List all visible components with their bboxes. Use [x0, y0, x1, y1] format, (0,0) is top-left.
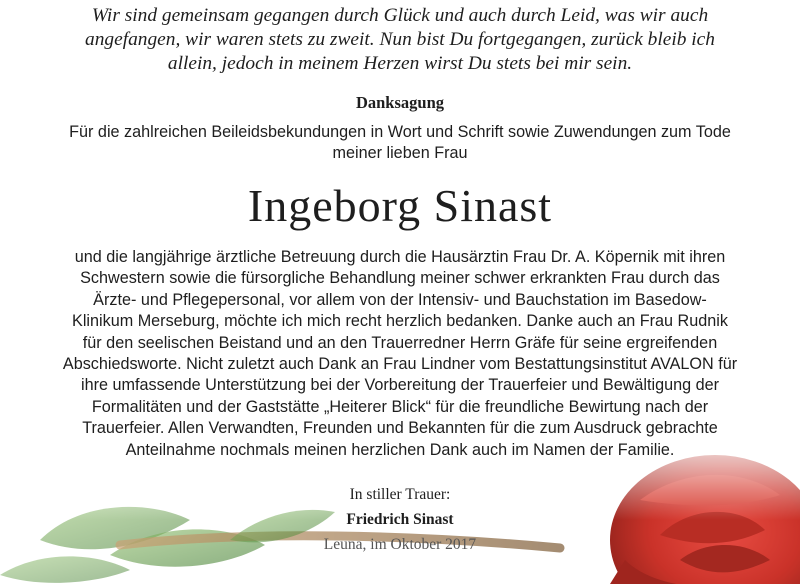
- heading-danksagung: Danksagung: [355, 93, 445, 112]
- body-line: Ärzte- und Pflegepersonal, vor allem von der Intensiv- und Bauchstation im Basedow-: [93, 290, 707, 309]
- intro-line: meiner lieben Frau: [332, 144, 468, 162]
- closing-line: In stiller Trauer:: [349, 486, 451, 503]
- body-line: für den seelischen Beistand und an den Trauerredner Herrn Gräfe für seine ergreifenden: [82, 333, 718, 352]
- deceased-name: Ingeborg Sinast: [247, 180, 553, 231]
- place-date: Leuna, im Oktober 2017: [323, 536, 477, 553]
- body-line: Anteilnahme nochmals meinen herzlichen Dank auch im Namen der Familie.: [125, 440, 675, 459]
- poem-verse: [30, 4, 770, 76]
- intro-line: Für die zahlreichen Beileidsbekundungen in Wort und Schrift sowie Zuwendungen zum Tode: [69, 123, 731, 141]
- thanks-body: [10, 247, 790, 461]
- body-line: Trauerfeier. Allen Verwandten, Freunden und Bekannten für die zum Ausdruck gebrachte: [82, 419, 718, 438]
- body-line: und die langjährige ärztliche Betreuung durch die Hausärztin Frau Dr. A. Köpernik mit ihren: [74, 248, 726, 266]
- body-line: Formalitäten und der Gaststätte „Heiterer Blick“ für die freundliche Bewirtung nach der: [91, 397, 709, 416]
- poem-line: angefangen, wir waren stets zu zweit. Nun bist Du fortgegangen, zurück bleib ich: [85, 29, 715, 50]
- intro-text: [20, 122, 780, 164]
- body-line: Klinikum Merseburg, möchte ich mich recht herzlich bedanken. Danke auch an Frau Rudnik: [72, 312, 728, 331]
- poem-line: allein, jedoch in meinem Herzen wirst Du stets bei mir sein.: [167, 53, 633, 74]
- body-line: Schwestern sowie die fürsorgliche Behandlung meiner schwer erkrankten Frau durch das: [80, 269, 720, 288]
- signer-name: Friedrich Sinast: [346, 511, 454, 528]
- body-line: Abschiedsworte. Nicht zuletzt auch Dank an Frau Lindner vom Bestattungsinstitut AVALON für: [62, 355, 738, 374]
- body-line: ihre umfassende Unterstützung bei der Vorbereitung der Trauerfeier und Bewältigung der: [81, 376, 719, 395]
- poem-line: Wir sind gemeinsam gegangen durch Glück und auch durch Leid, was wir auch: [91, 5, 709, 26]
- closing-block: [0, 482, 800, 557]
